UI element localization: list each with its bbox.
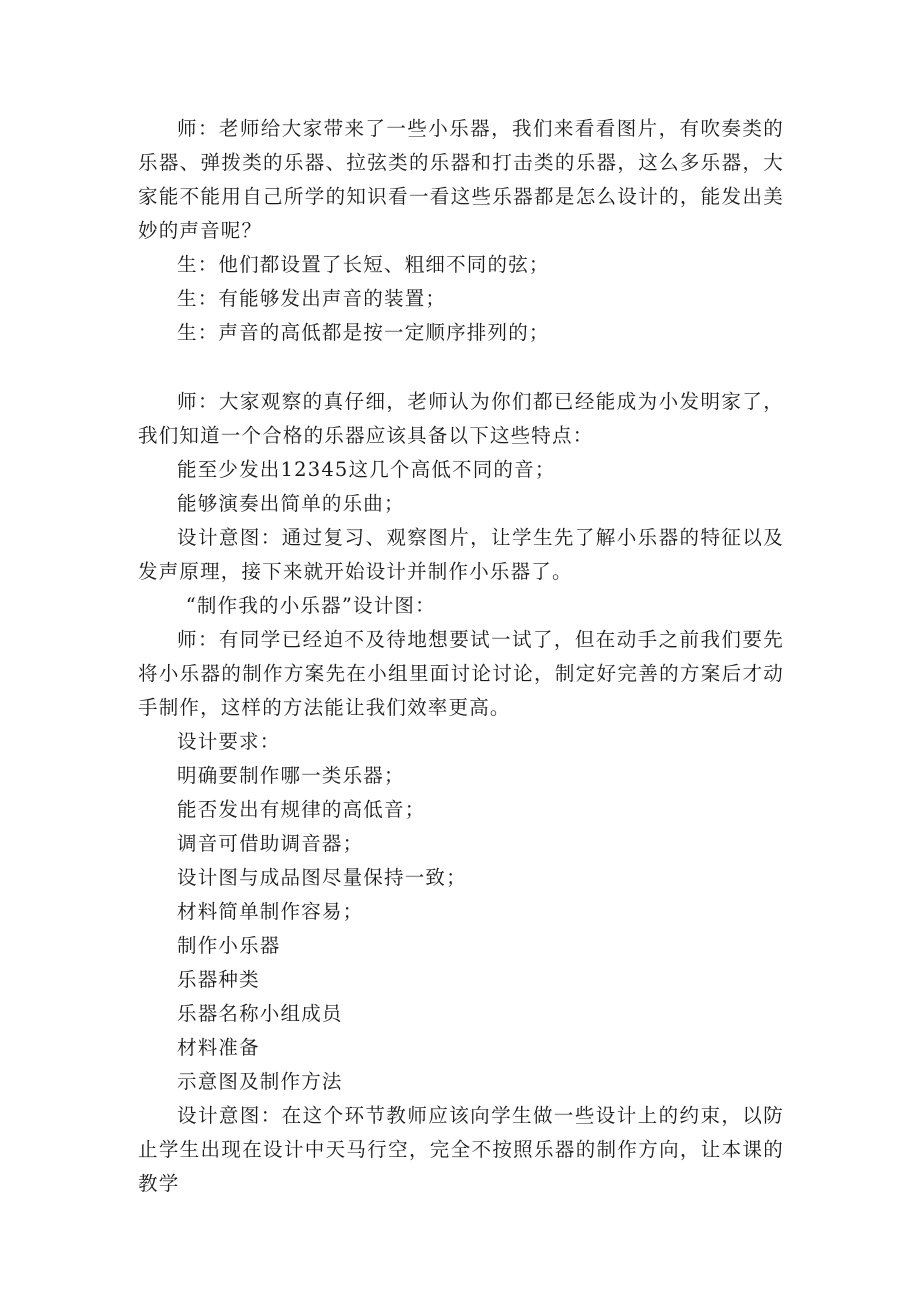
paragraph-student-answer-1: 生：他们都设置了长短、粗细不同的弦； <box>177 253 550 276</box>
paragraph-form-title: 制作小乐器 <box>177 934 281 957</box>
paragraph-design-intent-1: 设计意图：通过复习、观察图片，让学生先了解小乐器的特征以及发声原理，接下来就开始设计并制作小乐器了。 <box>138 526 784 583</box>
paragraph-requirement-3: 调音可借助调音器； <box>177 832 364 855</box>
paragraph-teacher-plan: 师：有同学已经迫不及待地想要试一试了，但在动手之前我们要先将小乐器的制作方案先在小组里面讨论讨论，制定好完善的方案后才动手制作，这样的方法能让我们效率更高。 <box>138 628 784 719</box>
document-body <box>138 112 784 1201</box>
paragraph-form-field-diagram-method: 示意图及制作方法 <box>177 1070 343 1093</box>
paragraph-requirement-4: 设计图与成品图尽量保持一致； <box>177 866 467 889</box>
paragraph-requirement-2: 能否发出有规律的高低音； <box>177 798 426 821</box>
paragraph-gap <box>138 350 784 385</box>
paragraph-feature-1: 能至少发出12345这几个高低不同的音； <box>177 458 556 481</box>
paragraph-design-intent-2: 设计意图：在这个环节教师应该向学生做一些设计上的约束，以防止学生出现在设计中天马行空，完全不按照乐器的制作方向，让本课的教学 <box>138 1104 784 1195</box>
paragraph-student-answer-3: 生：声音的高低都是按一定顺序排列的； <box>177 321 550 344</box>
paragraph-student-answer-2: 生：有能够发出声音的装置； <box>177 287 447 310</box>
paragraph-form-field-type: 乐器种类 <box>177 968 260 991</box>
paragraph-teacher-intro: 师：老师给大家带来了一些小乐器，我们来看看图片，有吹奏类的乐器、弹拨类的乐器、拉弦类的乐器和打击类的乐器，这么多乐器，大家能不能用自己所学的知识看一看这些乐器都是怎么设计的，能发出美妙的声音呢？ <box>138 117 784 242</box>
paragraph-requirements-heading: 设计要求： <box>177 730 281 753</box>
paragraph-design-heading: “制作我的小乐器”设计图： <box>185 594 436 617</box>
paragraph-requirement-1: 明确要制作哪一类乐器； <box>177 764 405 787</box>
paragraph-form-field-materials: 材料准备 <box>177 1036 260 1059</box>
paragraph-feature-2: 能够演奏出简单的乐曲； <box>177 492 405 515</box>
paragraph-teacher-features: 师：大家观察的真仔细，老师认为你们都已经能成为小发明家了，我们知道一个合格的乐器应该具备以下这些特点： <box>138 390 784 447</box>
paragraph-requirement-5: 材料简单制作容易； <box>177 900 364 923</box>
paragraph-form-field-name-members: 乐器名称小组成员 <box>177 1002 343 1025</box>
